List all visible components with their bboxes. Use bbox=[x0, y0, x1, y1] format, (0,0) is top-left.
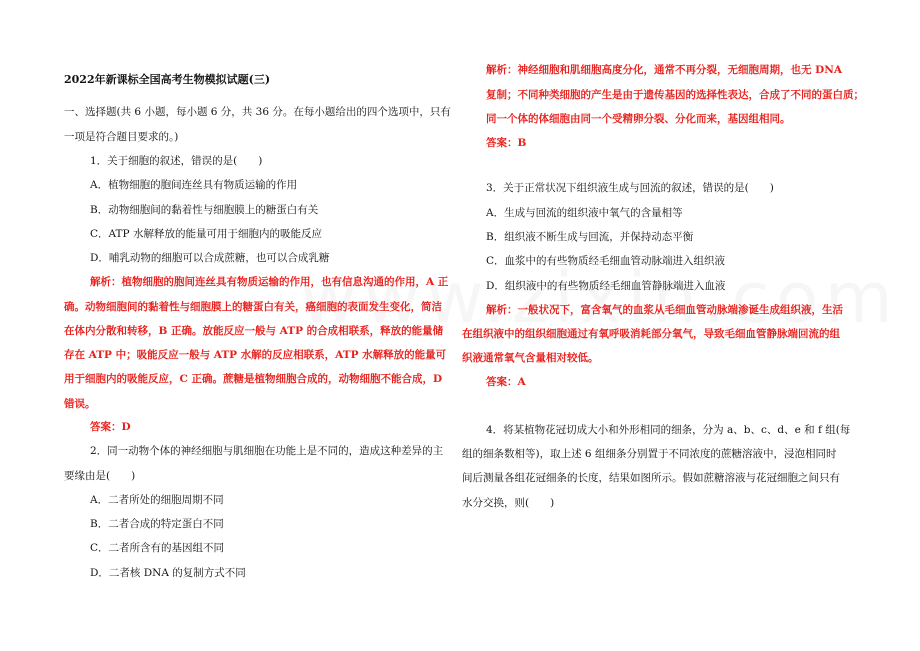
q2-option-b: B．二者合成的特定蛋白不同 bbox=[90, 518, 224, 530]
q2-option-d: D．二者核 DNA 的复制方式不同 bbox=[90, 567, 246, 579]
q1-analysis-line5: 用于细胞内的吸能反应，C 正确。蔗糖是植物细胞合成的，动物细胞不能合成，D bbox=[64, 373, 443, 385]
q3-analysis-line1: 解析：一般状况下，富含氧气的血浆从毛细血管动脉端渗诞生成组织液，生活 bbox=[486, 304, 843, 316]
q3-option-b: B．组织液不断生成与回流，并保持动态平衡 bbox=[486, 231, 694, 243]
q1-analysis-line1: 解析：植物细胞的胞间连丝具有物质运输的作用，也有信息沟通的作用，A 正 bbox=[90, 276, 449, 288]
q1-answer bbox=[90, 421, 131, 434]
q4-stem-line2: 组的细条数相等)，取上述 6 组细条分别置于不同浓度的蔗糖溶液中，浸泡相同时 bbox=[462, 448, 837, 460]
q3-analysis-line2: 在组织液中的组织细胞通过有氧呼吸消耗部分氧气，导致毛细血管静脉端回流的组 bbox=[462, 328, 840, 340]
q4-stem-line4: 水分交换，则( ) bbox=[462, 497, 555, 509]
q2-answer-value: B bbox=[517, 137, 527, 149]
q1-analysis-line6: 错误。 bbox=[64, 398, 96, 410]
q1-analysis-line4: 存在 ATP 中；吸能反应一般与 ATP 水解的反应相联系，ATP 水解释放的能量可 bbox=[64, 349, 447, 361]
q2-option-c: C．二者所含有的基因组不同 bbox=[90, 542, 225, 554]
q3-option-c: C．血浆中的有些物质经毛细血管动脉端进入组织液 bbox=[486, 255, 726, 267]
q3-option-d: D．组织液中的有些物质经毛细血管静脉端进入血液 bbox=[486, 280, 726, 292]
q4-stem-line3: 间后测量各组花冠细条的长度，结果如图所示。假如蔗糖溶液与花冠细胞之间只有 bbox=[462, 472, 840, 484]
q3-answer-value: A bbox=[517, 376, 526, 388]
q3-stem: 3．关于正常状况下组织液生成与回流的叙述，错误的是( ) bbox=[486, 182, 774, 194]
q2-answer bbox=[486, 137, 526, 150]
q3-option-a: A．生成与回流的组织液中氧气的含量相等 bbox=[486, 207, 683, 219]
q2-analysis-line1: 解析：神经细胞和肌细胞高度分化，通常不再分裂，无细胞周期，也无 DNA bbox=[486, 64, 843, 76]
q2-analysis-label: 解析： bbox=[486, 64, 518, 76]
document-title: 2022年新课标全国高考生物模拟试题(三) bbox=[64, 73, 271, 86]
section-instructions-line1: 一、选择题(共 6 小题，每小题 6 分，共 36 分。在每小题给出的四个选项中，只有 bbox=[64, 106, 451, 118]
q3-answer bbox=[486, 376, 526, 389]
q2-analysis-line2: 复制；不同种类细胞的产生是由于遗传基因的选择性表达，合成了不同的蛋白质； bbox=[486, 89, 864, 101]
q2-stem-line2: 要缘由是( ) bbox=[64, 470, 136, 482]
q1-analysis-line2: 确。动物细胞间的黏着性与细胞膜上的糖蛋白有关，癌细胞的表面发生变化，简洁 bbox=[64, 301, 442, 313]
q2-analysis-line3: 同一个体的体细胞由同一个受精卵分裂、分化而来，基因组相同。 bbox=[486, 113, 791, 125]
q3-answer-label: 答案： bbox=[486, 376, 518, 388]
q1-stem: 1．关于细胞的叙述，错误的是( ) bbox=[90, 155, 263, 167]
section-instructions-line2: 一项是符合题目要求的。) bbox=[64, 131, 179, 143]
q2-answer-label: 答案： bbox=[486, 137, 518, 149]
q1-answer-label: 答案： bbox=[90, 421, 122, 433]
q2-stem-line1: 2．同一动物个体的神经细胞与肌细胞在功能上是不同的，造成这种差异的主 bbox=[90, 445, 444, 457]
q3-analysis-line3: 织液通常氧气含量相对较低。 bbox=[462, 352, 599, 364]
q1-analysis-label: 解析： bbox=[90, 276, 122, 288]
q3-analysis-label: 解析： bbox=[486, 304, 518, 316]
q1-option-c: C．ATP 水解释放的能量可用于细胞内的吸能反应 bbox=[90, 228, 322, 240]
q1-option-b: B．动物细胞间的黏着性与细胞膜上的糖蛋白有关 bbox=[90, 204, 319, 216]
q1-option-d: D．哺乳动物的细胞可以合成蔗糖，也可以合成乳糖 bbox=[90, 252, 330, 264]
q1-option-a: A．植物细胞的胞间连丝具有物质运输的作用 bbox=[90, 179, 298, 191]
q4-stem-line1: 4．将某植物花冠切成大小和外形相同的细条，分为 a、b、c、d、e 和 f 组(每 bbox=[486, 424, 851, 436]
q2-option-a: A．二者所处的细胞周期不同 bbox=[90, 494, 224, 506]
q1-answer-value: D bbox=[121, 421, 131, 433]
q1-analysis-line3: 在体内分散和转移，B 正确。放能反应一般与 ATP 的合成相联系，释放的能量储 bbox=[64, 325, 444, 337]
